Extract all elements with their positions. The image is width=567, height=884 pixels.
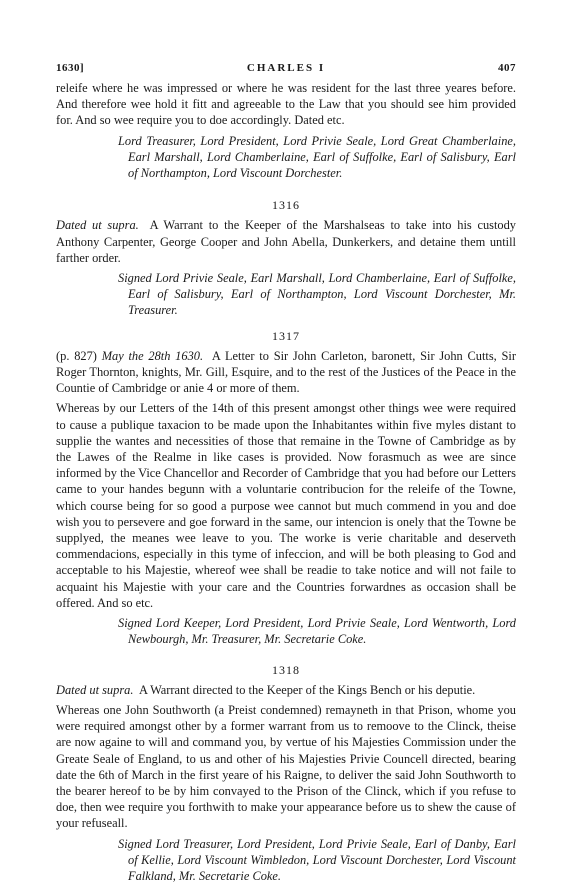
entry-1318-intro-text: A Warrant directed to the Keeper of the Kings Bench or his deputie. [138,682,476,697]
paragraph-continuation: releife where he was impressed or where he was resident for the last three yeares before. And therefore wee hold it fitt and agreeable to the Law that you should see him provided for. And so wee require you to doe accordingly. Dated etc. [56,81,516,128]
entry-1316-body: A Warrant to the Keeper of the Marshalseas to take into his custody Anthony Carpenter, George Cooper and John Abella, Dunkerkers, and detaine them untill farther order. [56,218,517,265]
entry-1318-body: Whereas one John Southworth (a Preist condemned) remayneth in that Prison, whome you were required amongst other by a former warrant from us to remoove to the Clinck, theise are now againe to will and command you, by vertue of his Majesties Commission under the Greate Seale of England, to us and other of his Majesties Privie Councell directed, bearing date the 6th of March in the first yeare of his Raigne, to deliver the said John Southworth to the bearer hereof to be by him convayed to the Prison of the Clinck, which if you refuse to doe, then wee require you forthwith to make your appearance before us to shew the cause of your refuseall. [56,702,516,831]
document-body [56,80,516,884]
entry-1317-date: May the 28th 1630. [101,348,204,363]
entry-1317-intro [56,348,516,397]
header-title: CHARLES I [246,62,326,74]
entry-1317-body: Whereas by our Letters of the 14th of this present amongst other things wee were required to cause a publique taxacion to be made upon the Inhabitantes within five myles distant to supplie the wantes and necessities of those that remaine in the Towne of Cambridge as by the Lawes of the Realme in like cases is provided. Now forasmuch as wee are since informed by the Vice Chancellor and Recorder of Cambridge that you had before our Letters came to your handes begunn with a voluntarie contribucion for the releife of the Towne, which course being for so good a purpose wee cannot but much commend in you and doe wish you to persevere and goe forward in the same, our intencion is onely that the Towne be supplyed, the meanes wee leave to you. The worke is verie charitable and deserveth commendacions, especially in this tyme of infeccion, and will be both pleasing to God and acceptable to his Majestie, whereof wee shall be readie to take notice and will not faile to acquaint his Majestie with your care and the Countries forwardnes as occasion shall be offered. And so etc. [56,401,516,610]
entry-1318-date: Dated ut supra. [56,682,134,697]
entry-1317-intro-text: A Letter to Sir John Carleton, baronett, Sir John Cutts, Sir Roger Thornton, knights, Mr. Gill, Esquire, and to the rest of the Justices of the Peace in the Countie of Cambridge or anie 4 or more of them. [56,348,517,396]
entry-1318-intro [56,682,516,698]
header-year: 1630] [56,62,85,74]
entry-number-1318: 1318 [272,662,300,677]
entry-1317-page-ref: (p. 827) [56,348,97,363]
page-number: 407 [498,62,516,74]
entry-1316-signatories: Signed Lord Privie Seale, Earl Marshall, Lord Chamberlaine, Earl of Suffolke, Earl of Salisbury, Earl of Northampton, Lord Viscount Dorchester, Mr. Treasurer. [118,271,516,318]
signatories-top: Lord Treasurer, Lord President, Lord Privie Seale, Lord Great Chamberlaine, Earl Marshall, Lord Chamberlaine, Earl of Suffolke, Earl of Salisbury, Earl of Northampton, Lord Viscount Dorchester. [118,133,516,181]
entry-1316-text [56,217,516,266]
entry-1318-signatories: Signed Lord Treasurer, Lord President, Lord Privie Seale, Earl of Danby, Earl of Kellie, Lord Viscount Wimbledon, Lord Viscount Dorchester, Lord Viscount Falkland, Mr. Secretarie Coke. [118,836,516,883]
running-header [56,62,516,78]
entry-number-1317: 1317 [272,328,300,343]
entry-1316-date: Dated ut supra. [56,218,139,233]
entry-number-1316: 1316 [272,198,300,213]
entry-1317-signatories: Signed Lord Keeper, Lord President, Lord Privie Seale, Lord Wentworth, Lord Newbourgh, Mr. Treasurer, Mr. Secretarie Coke. [118,616,516,647]
